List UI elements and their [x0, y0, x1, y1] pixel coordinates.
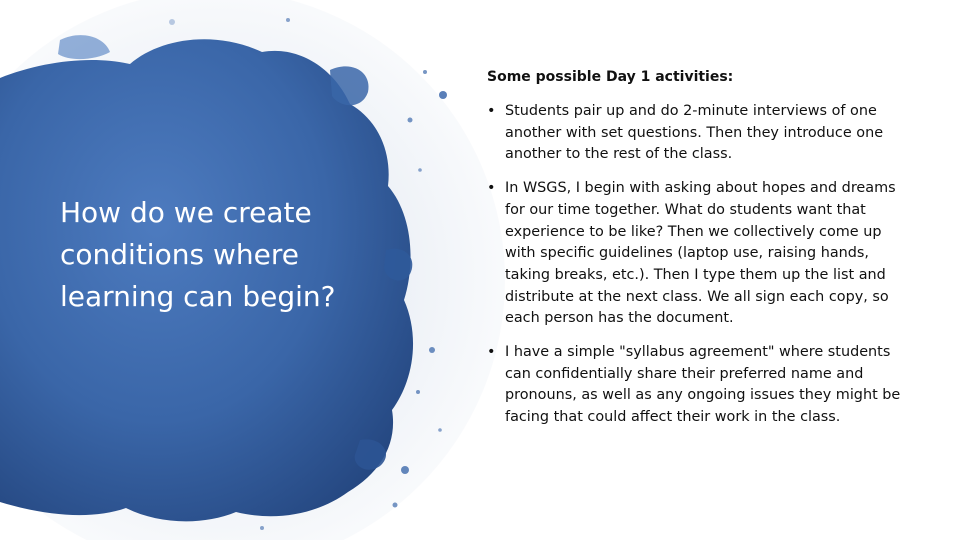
bullet-icon: • [487, 103, 496, 119]
bullet-icon: • [487, 180, 496, 197]
activities-heading: Some possible Day 1 activities: [487, 69, 734, 85]
slide-title: How do we create conditions where learning can begin? [60, 196, 336, 313]
list-item-text: I have a simple "syllabus agreement" where students can confidentially share their preferred name and pronouns, as well as any ongoing issues they might be facing that could affect their work in the class. [505, 344, 901, 426]
list-item [487, 101, 907, 166]
list-item [487, 178, 907, 330]
content-panel [487, 66, 907, 441]
list-item [487, 342, 907, 429]
list-item-text: Students pair up and do 2-minute interviews of one another with set questions. Then they introduce one another to the rest of the class. [505, 103, 884, 163]
bullet-icon: • [487, 344, 496, 361]
activities-list [487, 101, 907, 429]
list-item-text: In WSGS, I begin with asking about hopes and dreams for our time together. What do students want that experience to be like? Then we collectively come up with specific guidelines (laptop use, raising hands, taking breaks, etc.). Then I type them up the list and distribute at the next class. We all sign each copy, so each person has the document. [505, 180, 896, 327]
